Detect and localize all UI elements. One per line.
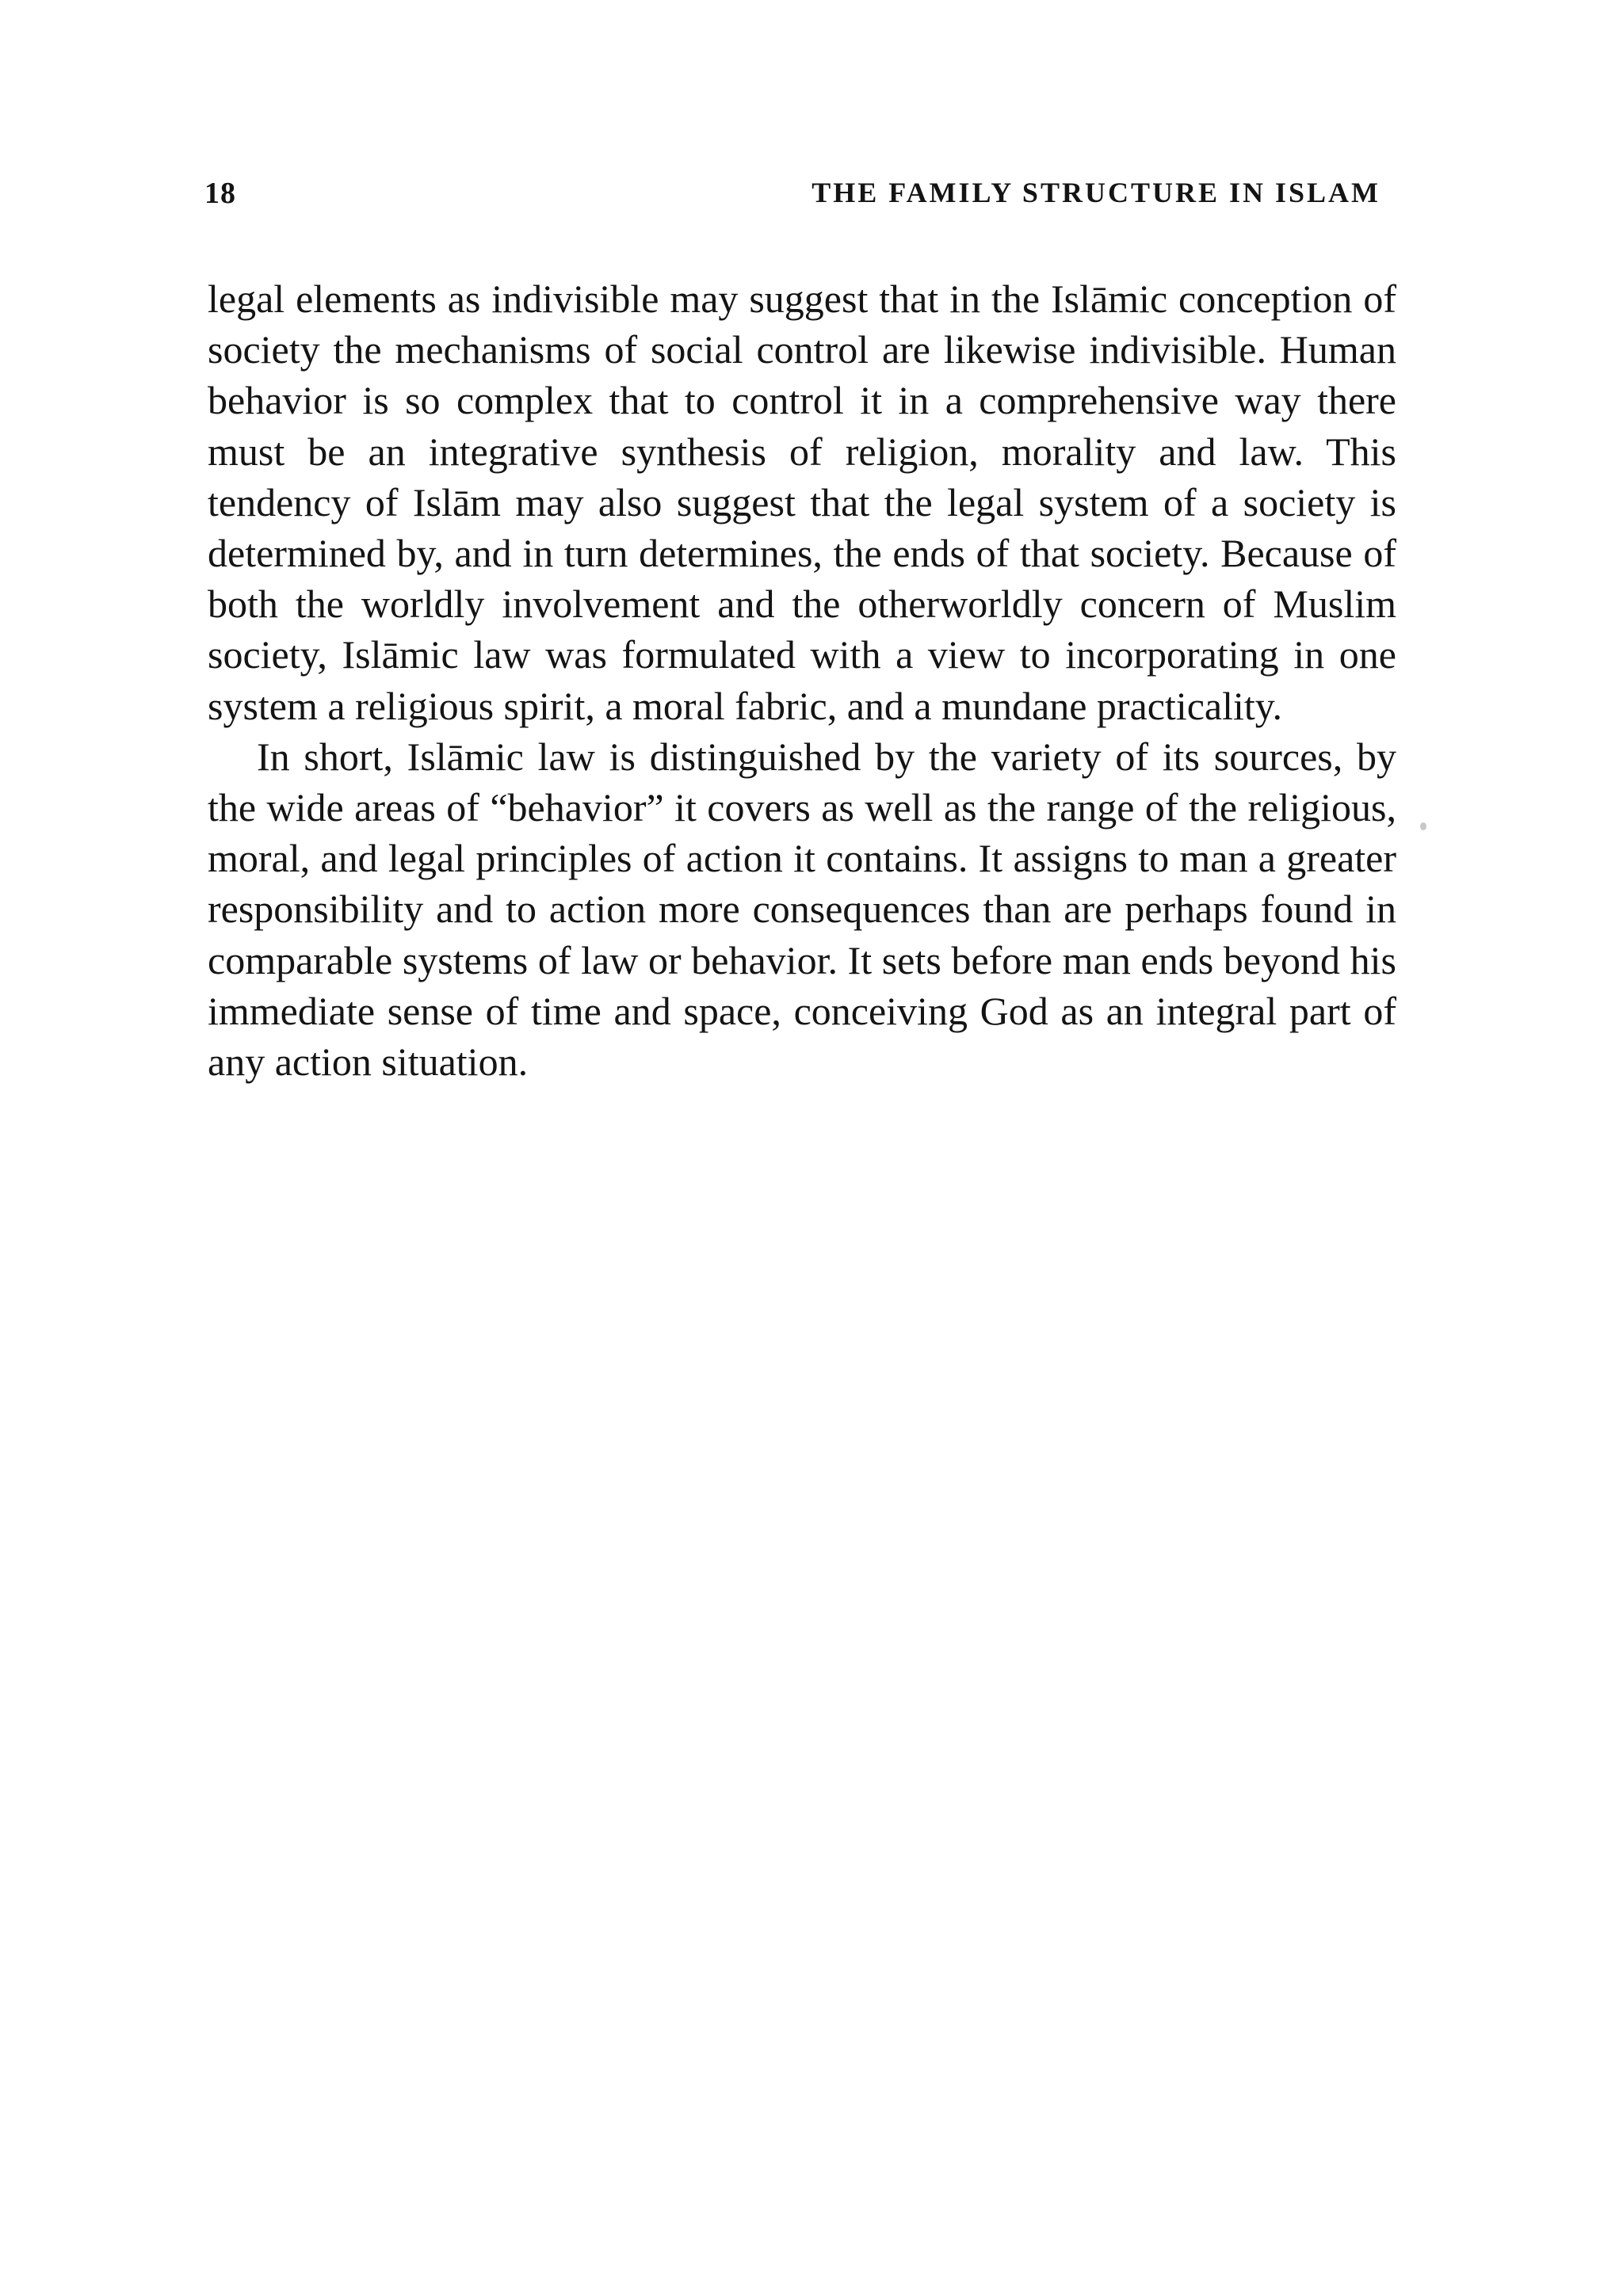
paragraph-continuation: legal elements as indivisible may suggest that in the Islāmic conception of society the mechanisms of social control are likewise indivisible. Human behavior is so complex that to control it in a comprehensive way there must be an integrative synthesis of religion, morality and law. This tendency of Islām may also suggest that the legal system of a society is determined by, and in turn determines, the ends of that society. Because of both the worldly involvement and the otherworldly concern of Muslim society, Islāmic law was formulated with a view to incorporating in one system a religious spirit, a moral fabric, and a mundane practicality. <box>208 277 1396 728</box>
running-head <box>204 176 1381 223</box>
page-number: 18 <box>204 177 236 210</box>
body-text <box>208 273 1396 1087</box>
paragraph-summary: In short, Islāmic law is distinguished by the variety of its sources, by the wide areas of “behavior” it covers as well as the range of the religious, moral, and legal principles of action it contains. It assigns to man a greater responsibility and to action more consequences than are perhaps found in comparable systems of law or behavior. It sets before man ends beyond his immediate sense of time and space, conceiving God as an integral part of any action situation. <box>208 734 1396 1085</box>
running-title: THE FAMILY STRUCTURE IN ISLAM <box>812 177 1381 208</box>
scan-speck <box>1420 822 1426 830</box>
